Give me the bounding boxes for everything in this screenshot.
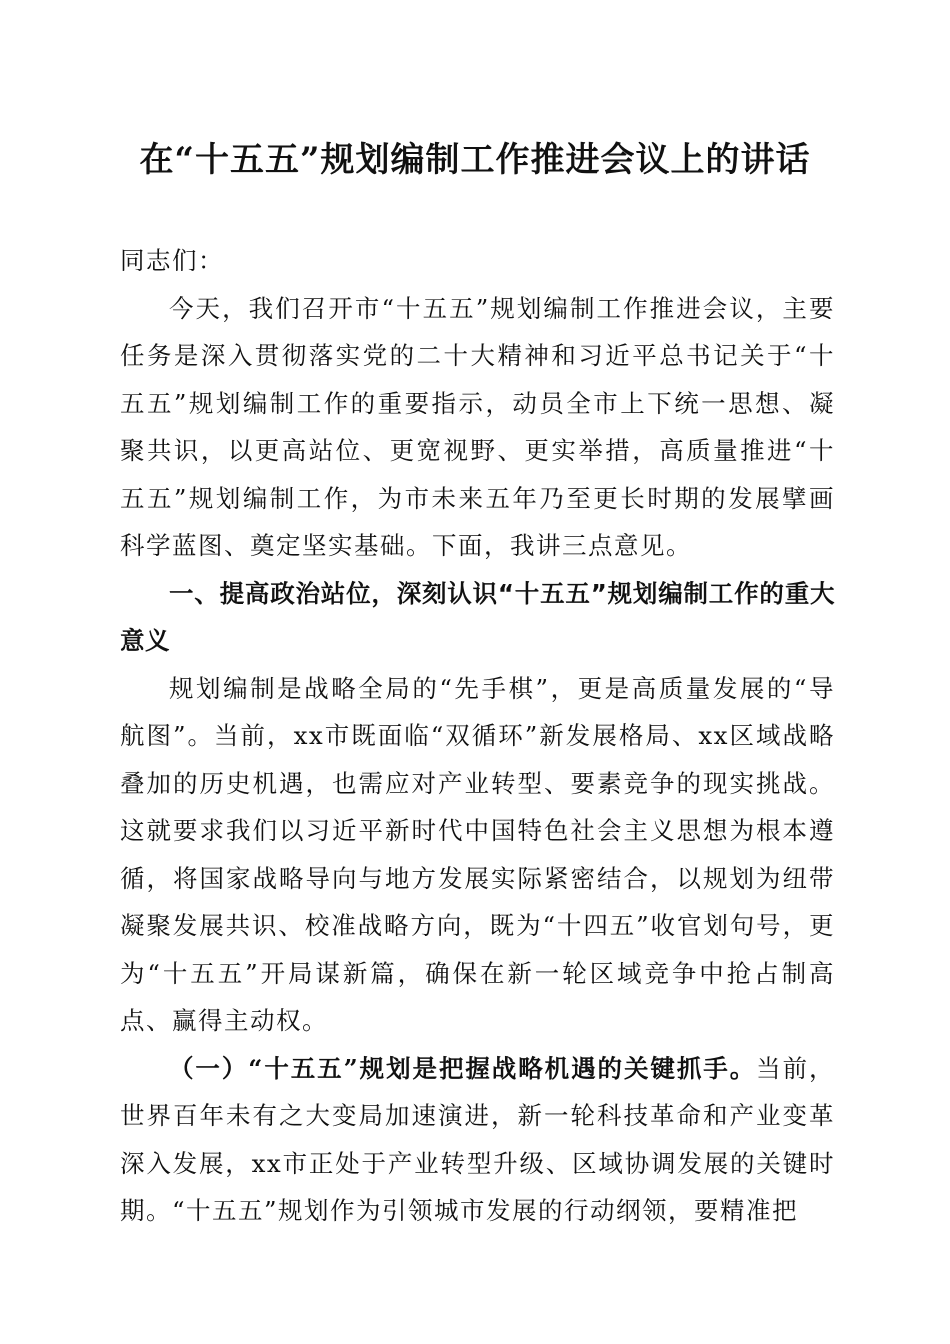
section-heading-1: 一、提高政治站位，深刻认识“十五五”规划编制工作的重大意义 xyxy=(120,578,835,655)
section-1-paragraph: 规划编制是战略全局的“先手棋”，更是高质量发展的“导航图”。当前，xx市既面临“双循环”新发展格局、xx区域战略叠加的历史机遇，也需应对产业转型、要素竞争的现实挑战。这就要求我们以习近平新时代中国特色社会主义思想为根本遵循，将国家战略导向与地方发展实际紧密结合，以规划为纽带凝聚发展共识、校准战略方向，既为“十四五”收官划句号，更为“十五五”开局谋新篇，确保在新一轮区域竞争中抢占制高点、赢得主动权。 xyxy=(120,673,835,1035)
subsection-1-paragraph xyxy=(120,1045,835,1235)
subsection-heading-1: （一）“十五五”规划是把握战略机遇的关键抓手。 xyxy=(169,1053,757,1083)
subsection-1-text: 当前，世界百年未有之大变局加速演进，新一轮科技革命和产业变革深入发展，xx市正处于产业转型升级、区域协调发展的关键时期。“十五五”规划作为引领城市发展的行动纲领，要精准把 xyxy=(120,1053,836,1225)
salutation: 同志们： xyxy=(120,246,224,275)
document-title: 在“十五五”规划编制工作推进会议上的讲话 xyxy=(139,140,811,180)
document-body xyxy=(120,237,835,1235)
intro-paragraph: 今天，我们召开市“十五五”规划编制工作推进会议，主要任务是深入贯彻落实党的二十大精神和习近平总书记关于“十五五”规划编制工作的重要指示，动员全市上下统一思想、凝聚共识，以更高站位、更宽视野、更实举措，高质量推进“十五五”规划编制工作，为市未来五年乃至更长时期的发展擘画科学蓝图、奠定坚实基础。下面，我讲三点意见。 xyxy=(120,293,835,560)
